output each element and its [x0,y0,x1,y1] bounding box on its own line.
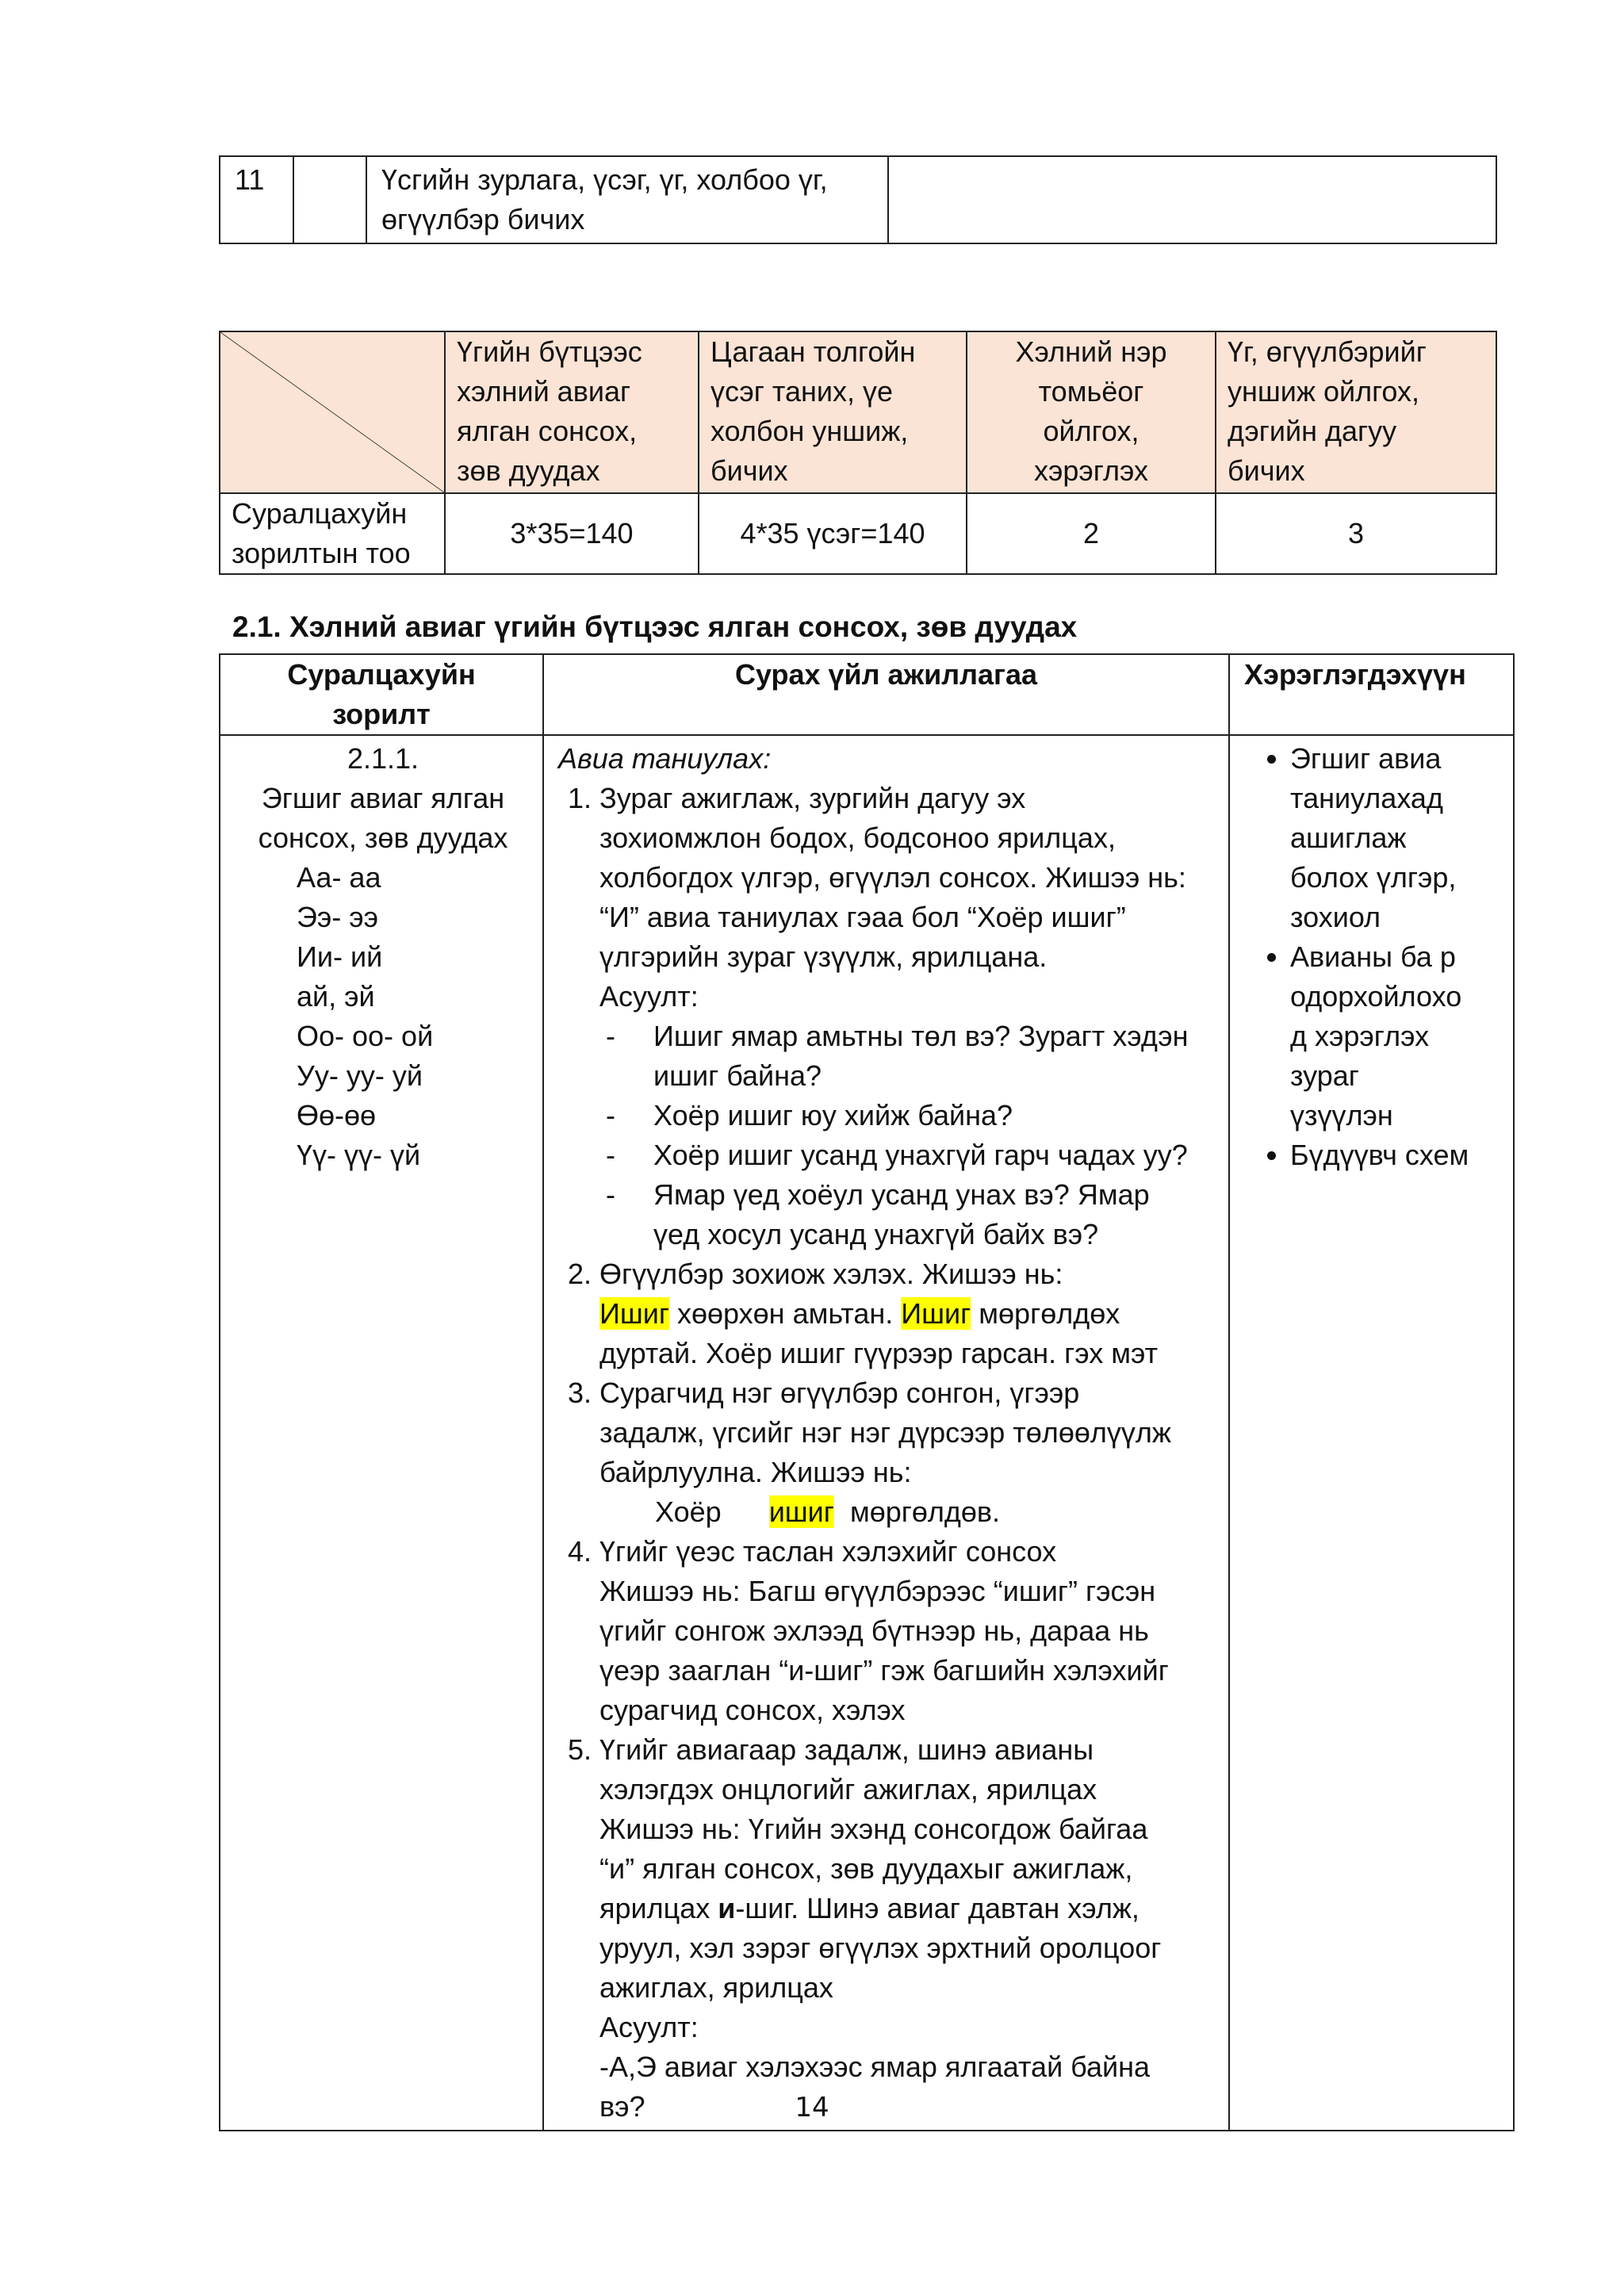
question-list [599,1017,1217,1254]
activity-intro: Авиа таниулах: [558,742,772,775]
header-cell: Үг, өгүүлбэрийг уншиж ойлгох, дэгийн дагуу бичих [1216,331,1496,493]
question-item: - Ишиг ямар амьтны төл вэ? Зурагт хэдэн ишиг байна? [599,1017,1217,1096]
header-cell: Хэлний нэр томьёог ойлгох, хэрэглэх [967,331,1216,493]
highlighted-word: Ишиг [599,1297,669,1330]
table-row [220,156,1496,243]
activity-cell [543,735,1229,2131]
value-cell: 2 [967,493,1216,574]
table-row [220,735,1514,2131]
list-item: 5. Үгийг авиагаар задалж, шинэ авианы хэлэгдэх онцлогийг ажиглах, ярилцах Жишээ нь: Үгийн эхэнд сонсогдож байгаа “и” ялган сонсох, зөв дуудахыг ажиглаж, ярилцах и-шиг. Шинэ авиаг давтан хэлж, уруул, хэл зэрэг өгүүлэх эрхтний оролцоог ажиглах, ярилцах Асуулт: -А,Э авиаг хэлэхээс ямар ялгаатай байна вэ? [599,1730,1217,2127]
header-cell: Үгийн бүтцээс хэлний авиаг ялган сонсох, зөв дуудах [445,331,699,493]
value-cell: 4*35 үсэг=140 [699,493,967,574]
page-number: 14 [795,2092,829,2123]
row-text: Үсгийн зурлага, үсэг, үг, холбоо үг, өгүүлбэр бичих [366,156,888,243]
activity-header: Сурах үйл ажиллагаа [543,654,1229,735]
empty-cell [293,156,366,243]
list-item: 2. Өгүүлбэр зохиож хэлэх. Жишээ нь: Ишиг хөөрхөн амьтан. Ишиг мөргөлдөх дуртай. Хоёр ишиг гүүрээр гарсан. гэх мэт [599,1254,1217,1373]
list-item: • Авианы ба р одорхойлохо д хэрэглэх зураг үзүүлэн [1290,937,1502,1135]
value-cell: 3 [1216,493,1496,574]
vowel-list: Аа- аа Ээ- ээ Ии- ий ай, эй Оо- оо- ой Уу- уу- уй Өө-өө Үү- үү- үй [297,861,434,1171]
question-item: - Ямар үед хоёул усанд унах вэ? Ямар үед хосул усанд унахгүй байх вэ? [599,1175,1217,1254]
goal-cell: 2.1.1. Эгшиг авиаг ялган сонсох, зөв дуудах Аа- аа Ээ- ээ Ии- ий ай, эй Оо- оо- ой Уу- уу- уй Өө-өө Үү- үү- үй [220,735,543,2131]
header-row [220,654,1514,735]
highlighted-word: ишиг [768,1495,834,1528]
activity-list [558,779,1217,2127]
example-sentence: Хоёр ишиг мөргөлдөв. [655,1495,1001,1528]
list-item: 1. Зураг ажиглаж, зургийн дагуу эх зохиомжлон бодох, бодсоноо ярилцах, холбогдох үлгэр, өгүүлэл сонсох. Жишээ нь: “И” авиа таниулах гэаа бол “Хоёр ишиг” үлгэрийн зураг үзүүлж, ярилцана. Асуулт: - Ишиг ямар амьтны төл вэ? Зурагт хэдэн ишиг байна? - Хоёр ишиг юу хийж байна? - Хоёр ишиг усанд унахгүй гарч чадах уу? - Ямар үед хоёул усанд унах вэ? Ямар үед хосул усанд унахгүй байх вэ? [599,779,1217,1254]
highlighted-word: Ишиг [901,1297,971,1330]
top-row-table [219,155,1497,244]
diagonal-header-cell [220,331,445,493]
goals-count-table [219,331,1497,575]
empty-cell [888,156,1496,243]
question-item: - Хоёр ишиг усанд унахгүй гарч чадах уу? [599,1135,1217,1175]
goal-header: Суралцахуйн зорилт [220,654,543,735]
section-title: 2.1. Хэлний авиаг үгийн бүтцээс ялган сонсох, зөв дуудах [232,611,1078,643]
list-item: 4. Үгийг үеэс таслан хэлэхийг сонсох Жишээ нь: Багш өгүүлбэрээс “ишиг” гэсэн үгийг сонгож эхлээд бүтнээр нь, дараа нь үеэр зааглан “и-шиг” гэж багшийн хэлэхийг сурагчид сонсох, хэлэх [599,1532,1217,1730]
row-number: 11 [220,156,293,243]
value-cell: 3*35=140 [445,493,699,574]
question-item: - Хоёр ишиг юу хийж байна? [599,1096,1217,1135]
list-item: 3. Сурагчид нэг өгүүлбэр сонгон, үгээр задалж, үгсийг нэг нэг дүрсээр төлөөлүүлж байрлуулна. Жишээ нь: Хоёр ишиг мөргөлдөв. [599,1373,1217,1532]
materials-list [1244,739,1502,1175]
list-item: • Эгшиг авиа таниулахад ашиглаж болох үлгэр, зохиол [1290,739,1502,937]
header-row [220,331,1496,493]
materials-cell [1229,735,1514,2131]
diagonal-line-icon [220,332,444,492]
lesson-plan-table [219,653,1515,2131]
table-row [220,493,1496,574]
header-cell: Цагаан толгойн үсэг таних, үе холбон уншиж, бичих [699,331,967,493]
row-label: Суралцахуйн зорилтын тоо [220,493,445,574]
list-item: • Бүдүүвч схем [1290,1135,1502,1175]
materials-header: Хэрэглэгдэхүүн [1229,654,1514,735]
